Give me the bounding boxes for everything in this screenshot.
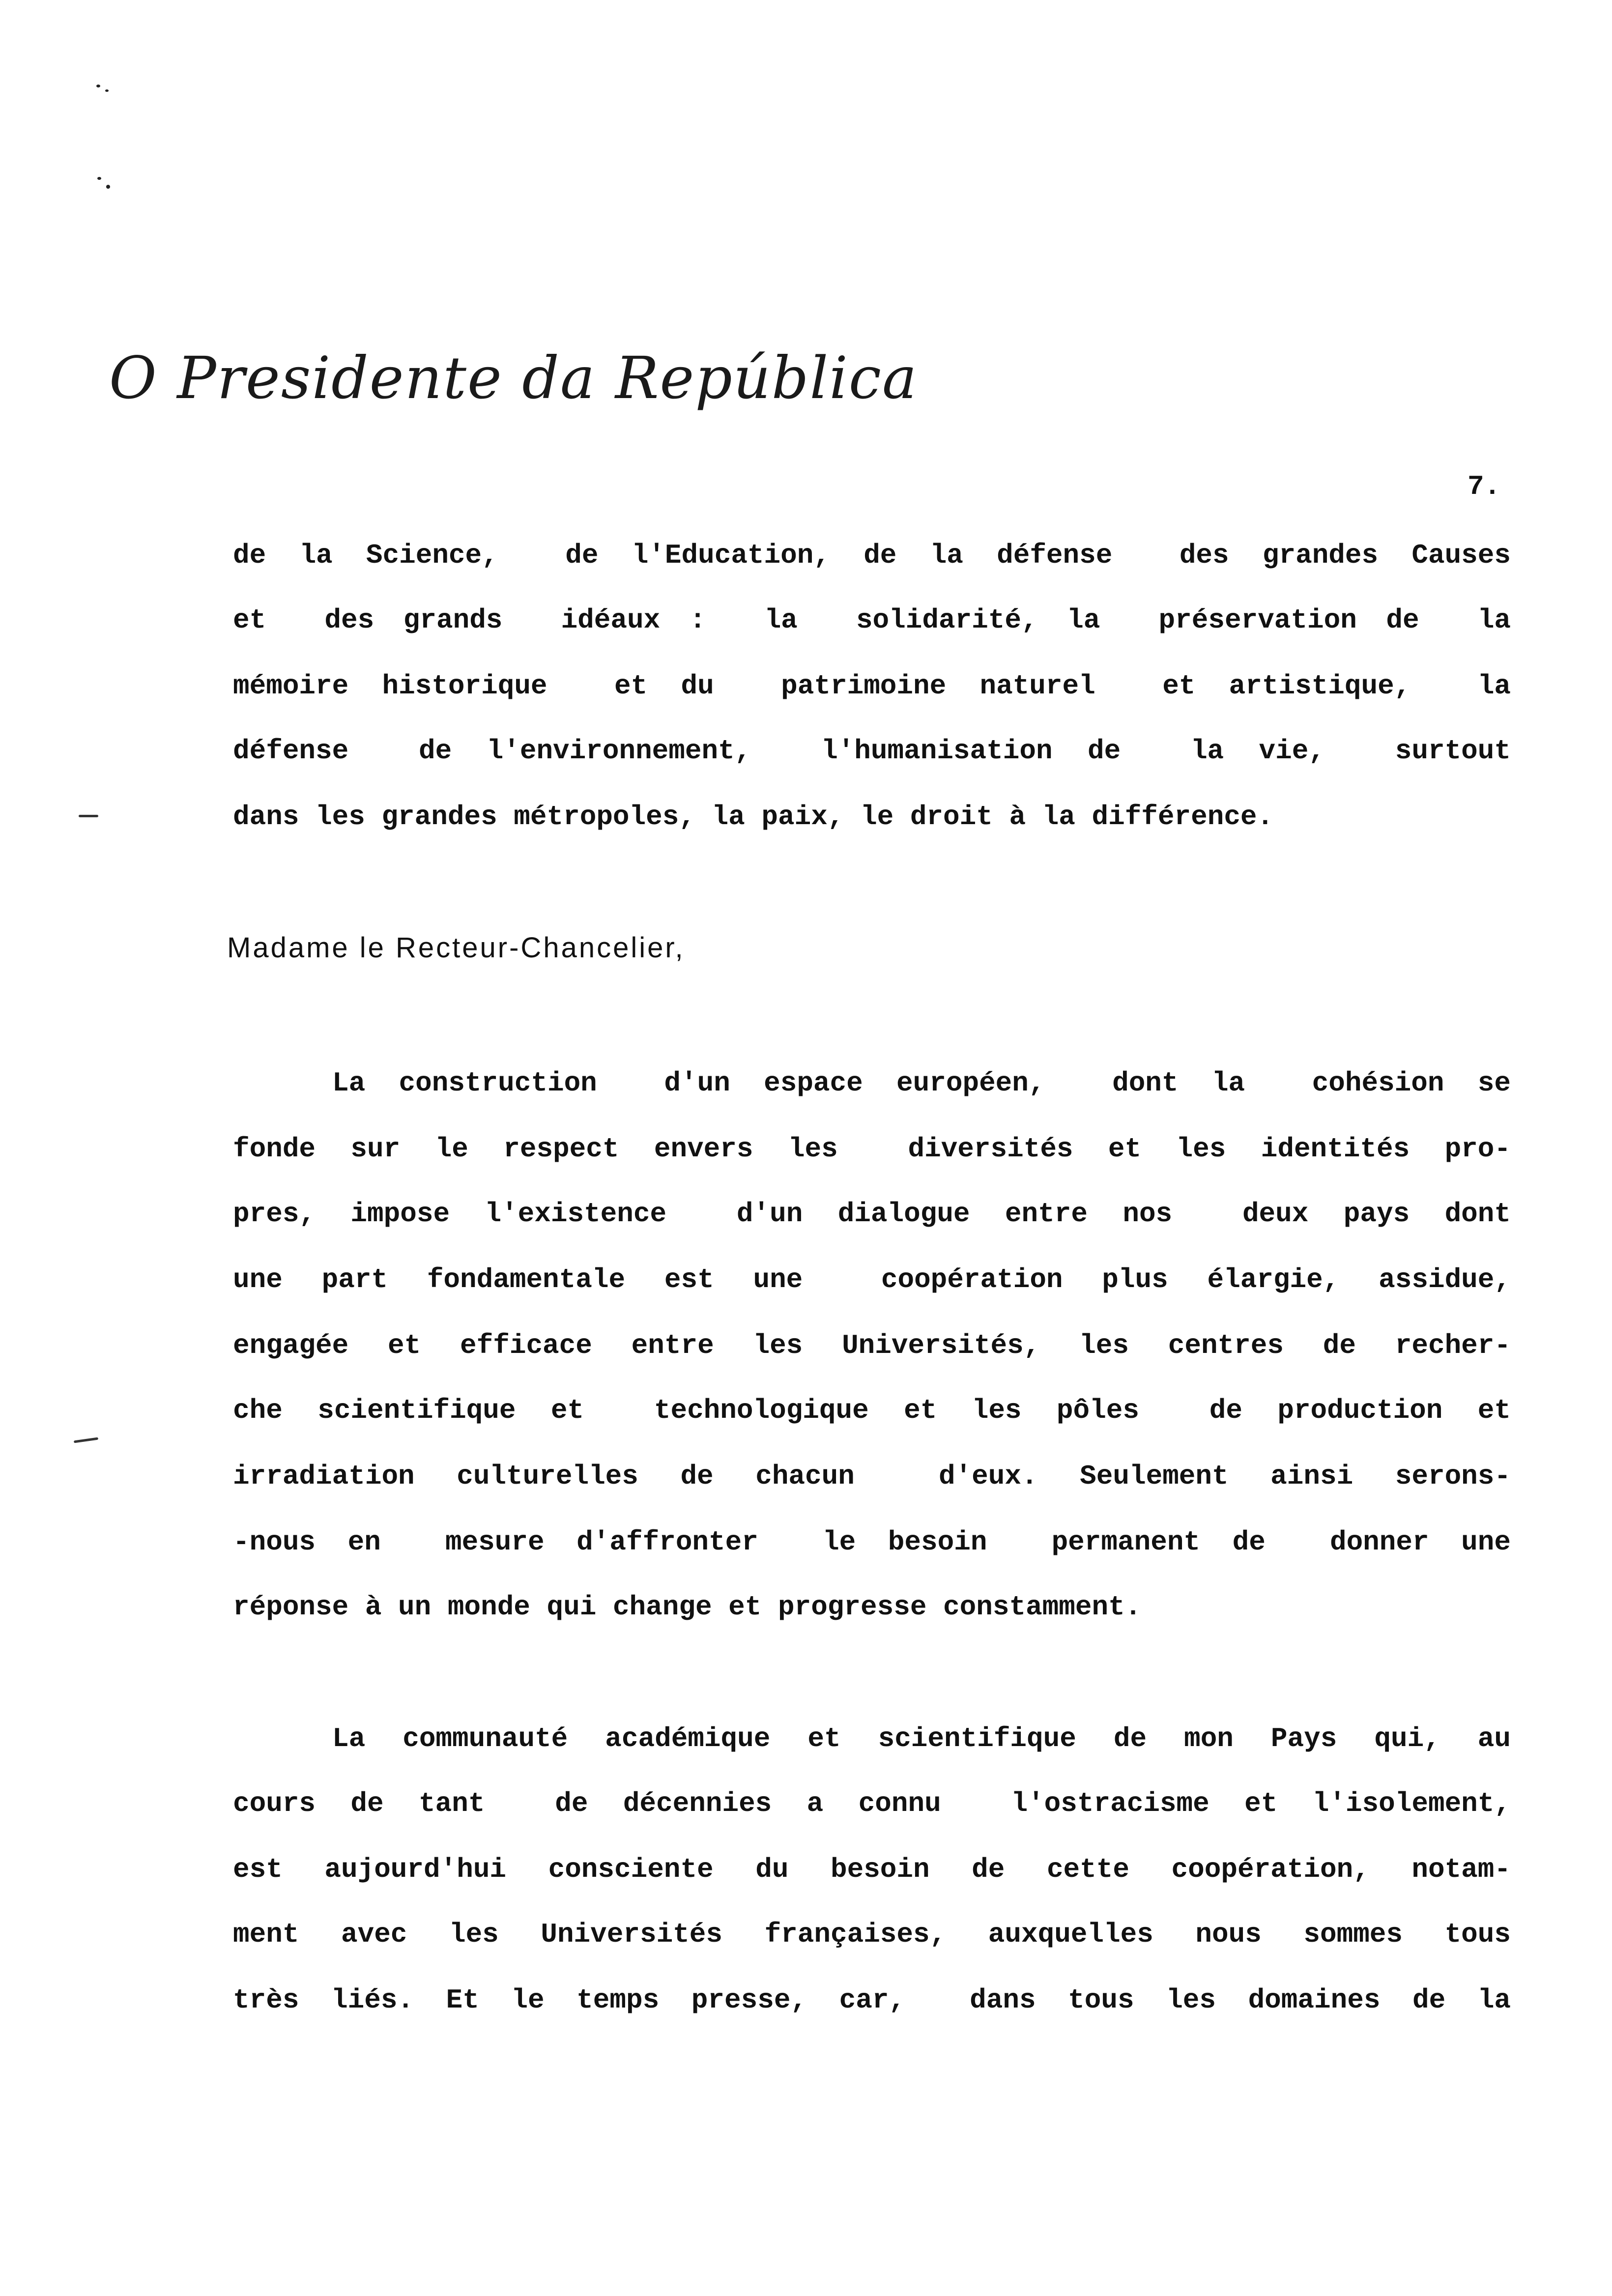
salutation: Madame le Recteur-Chancelier, xyxy=(227,932,685,964)
letterhead: O Presidente da República xyxy=(109,344,918,412)
text-line: cours de tant de décennies a connu l'ostracisme et l'isolement, xyxy=(233,1788,1511,1819)
scan-speck xyxy=(105,89,109,92)
text-line: de la Science, de l'Education, de la défense des grandes Causes xyxy=(233,540,1511,571)
text-line: engagée et efficace entre les Universités, les centres de recher- xyxy=(233,1330,1511,1361)
text-line: dans les grandes métropoles, la paix, le droit à la différence. xyxy=(233,801,1274,832)
text-line: fonde sur le respect envers les diversités et les identités pro- xyxy=(233,1133,1511,1165)
scan-speck xyxy=(97,177,101,180)
text-line: pres, impose l'existence d'un dialogue entre nos deux pays dont xyxy=(233,1198,1511,1230)
text-line: ment avec les Universités françaises, auxquelles nous sommes tous xyxy=(233,1919,1511,1950)
scan-speck xyxy=(106,185,110,189)
text-line: une part fondamentale est une coopération plus élargie, assidue, xyxy=(233,1264,1511,1295)
text-line: et des grands idéaux : la solidarité, la préservation de la xyxy=(233,604,1511,636)
text-line: La construction d'un espace européen, dont la cohésion se xyxy=(332,1067,1511,1099)
text-line: irradiation culturelles de chacun d'eux. Seulement ainsi serons- xyxy=(233,1461,1511,1492)
text-line: défense de l'environnement, l'humanisation de la vie, surtout xyxy=(233,735,1511,767)
margin-mark xyxy=(74,1437,98,1443)
text-line: -nous en mesure d'affronter le besoin permanent de donner une xyxy=(233,1526,1511,1558)
text-line: mémoire historique et du patrimoine naturel et artistique, la xyxy=(233,670,1511,702)
margin-mark xyxy=(79,815,98,817)
text-line: très liés. Et le temps presse, car, dans tous les domaines de la xyxy=(233,1984,1511,2016)
text-line: La communauté académique et scientifique de mon Pays qui, au xyxy=(332,1723,1511,1754)
text-line: réponse à un monde qui change et progresse constamment. xyxy=(233,1591,1142,1623)
scan-speck xyxy=(96,85,100,87)
page-number: 7. xyxy=(1468,471,1501,502)
text-line: est aujourd'hui consciente du besoin de cette coopération, notam- xyxy=(233,1854,1511,1885)
text-line: che scientifique et technologique et les pôles de production et xyxy=(233,1395,1511,1426)
